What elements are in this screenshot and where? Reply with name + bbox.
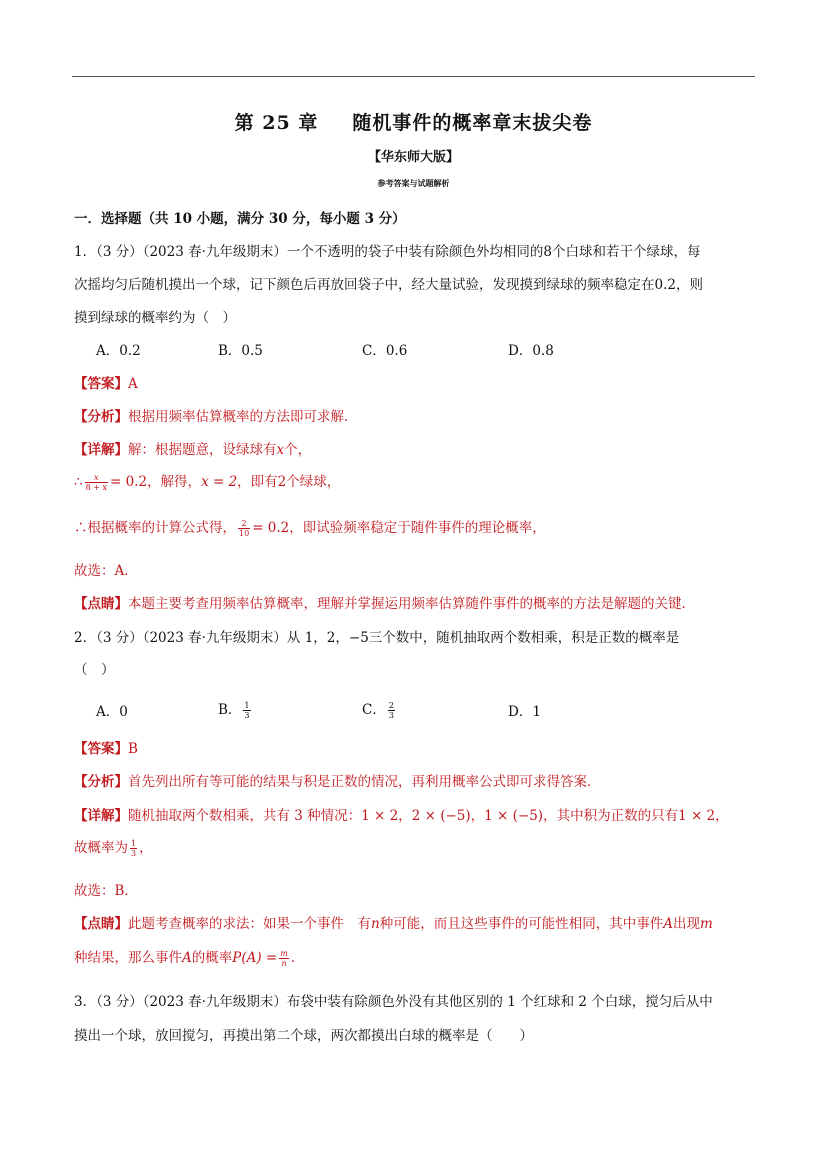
q2-detail-1 [74, 804, 729, 824]
detail-text: 随机抽取两个数相乘，共有 3 种情况：1 × 2，2 × (−5)，1 × (−5)，其中积为正数的只有1 × 2， [128, 808, 729, 824]
q1-analysis [74, 405, 358, 425]
q2-comment-2 [74, 946, 304, 968]
q1-line-3: 摸到绿球的概率约为（ ） [74, 310, 236, 326]
fraction-denominator: 3 [131, 849, 137, 858]
equation-text: = 0.2，解得， [109, 474, 202, 490]
fraction [388, 701, 395, 720]
option-label: B． [218, 702, 242, 718]
fraction [243, 701, 250, 720]
comment-tag: 【点睛】 [74, 916, 128, 932]
q1-answer [74, 372, 138, 392]
fraction-numerator: 1 [131, 839, 137, 848]
detail-tag: 【详解】 [74, 808, 128, 824]
detail-text-end: = 0.2，即试验频率稳定于随件事件的理论概率， [252, 520, 546, 536]
option-label: C． [362, 702, 386, 718]
fraction [85, 473, 108, 492]
comment-text: 此题考查概率的求法：如果一个事件 有 [128, 916, 371, 932]
comment-text: 种可能，而且这些事件的可能性相同，其中事件 [379, 916, 664, 932]
answer-value: A [128, 376, 138, 392]
q1-detail-3 [74, 516, 546, 538]
q1-option-d: D．0.8 [508, 343, 554, 359]
q1-choose: 故选：A． [74, 563, 138, 579]
fraction-numerator: m [280, 949, 288, 958]
fraction [279, 949, 289, 968]
q1-option-a: A．0.2 [96, 343, 141, 359]
therefore-symbol: ∴ [74, 474, 83, 490]
q1-comment [74, 592, 695, 612]
q1-detail-2 [74, 470, 340, 492]
q2-option-b [218, 698, 253, 720]
probability-expression: P(A) = [232, 950, 278, 966]
comment-text: 种结果，那么事件 [74, 950, 182, 966]
detail-text: 解：根据题意，设绿球有 [128, 442, 277, 458]
q1-line-1: 1．（3 分）（2023 春·九年级期末）一个不透明的袋子中装有除颜色外均相同的8个白球和若干个绿球，每 [74, 244, 701, 260]
var-x: x [276, 442, 285, 458]
fraction [238, 519, 250, 538]
q2-line-1: 2．（3 分）（2023 春·九年级期末）从 1，2，−5三个数中，随机抽取两个数相乘，积是正数的概率是 [74, 630, 680, 646]
detail-text: ∴根据概率的计算公式得， [74, 520, 236, 536]
detail-text-end: 个， [284, 442, 312, 458]
detail-tag: 【详解】 [74, 442, 128, 458]
q1-option-b: B．0.5 [218, 343, 263, 359]
q2-option-d: D．1 [508, 704, 541, 720]
title-main: 随机事件的概率章末拔尖卷 [352, 112, 593, 134]
q1-detail-1 [74, 438, 311, 458]
fraction-denominator: 3 [388, 711, 394, 720]
var-a: A [663, 916, 673, 932]
detail-text: 故概率为 [74, 840, 128, 856]
comment-text: 出现 [672, 916, 700, 932]
q2-line-2: （ ） [74, 662, 115, 678]
q2-analysis [74, 770, 601, 790]
q3-line-1: 3．（3 分）（2023 春·九年级期末）布袋中装有除颜色外没有其他区别的 1 个红球和 2 个白球，搅匀后从中 [74, 994, 713, 1010]
var-a: A [182, 950, 192, 966]
fraction-numerator: 2 [388, 701, 394, 710]
q2-choose: 故选：B． [74, 883, 138, 899]
analysis-text: 根据用频率估算概率的方法即可求解． [128, 409, 358, 425]
detail-text-end: ， [139, 840, 153, 856]
equation-text-end: ，即有2个绿球， [237, 474, 341, 490]
var-m: m [699, 916, 713, 932]
fraction-numerator: 2 [238, 519, 250, 529]
fraction-numerator: 1 [244, 701, 250, 710]
analysis-tag: 【分析】 [74, 409, 128, 425]
fraction-denominator: n [281, 959, 287, 968]
q2-option-a: A．0 [96, 704, 128, 720]
page-title [0, 108, 827, 135]
analysis-text: 首先列出所有等可能的结果与积是正数的情况，再利用概率公式即可求得答案． [128, 774, 601, 790]
equation-solution: x = 2 [201, 474, 238, 490]
comment-text-end: ． [290, 950, 305, 966]
header-rule [72, 76, 755, 77]
q2-detail-2 [74, 836, 153, 858]
answer-tag: 【答案】 [74, 741, 128, 757]
comment-text: 的概率 [191, 950, 233, 966]
q2-option-c [362, 698, 397, 720]
fraction-denominator: 8 + x [85, 483, 107, 492]
subheading: 参考答案与试题解析 [377, 178, 450, 188]
comment-tag: 【点睛】 [74, 596, 128, 612]
analysis-tag: 【分析】 [74, 774, 128, 790]
q2-comment-1 [74, 912, 713, 932]
q1-option-c: C．0.6 [362, 343, 408, 359]
answer-tag: 【答案】 [74, 376, 128, 392]
answer-value: B [128, 741, 138, 757]
fraction-denominator: 10 [239, 529, 250, 538]
var-n: n [371, 916, 380, 932]
fraction [130, 839, 137, 858]
q3-line-2: 摸出一个球，放回搅匀，再摸出第二个球，两次都摸出白球的概率是（ ） [74, 1028, 533, 1044]
comment-text: 本题主要考查用频率估算概率，理解并掌握运用频率估算随件事件的概率的方法是解题的关键． [128, 596, 695, 612]
section-heading: 一．选择题（共 10 小题，满分 30 分，每小题 3 分） [74, 211, 406, 227]
q2-answer [74, 737, 138, 757]
fraction-denominator: 3 [244, 711, 250, 720]
edition-label: 【华东师大版】 [367, 150, 459, 165]
q1-line-2: 次摇均匀后随机摸出一个球，记下颜色后再放回袋子中，经大量试验，发现摸到绿球的频率稳定在0.2，则 [74, 277, 703, 293]
title-chapter: 第 25 章 [234, 112, 319, 134]
fraction-numerator: x [85, 473, 108, 483]
